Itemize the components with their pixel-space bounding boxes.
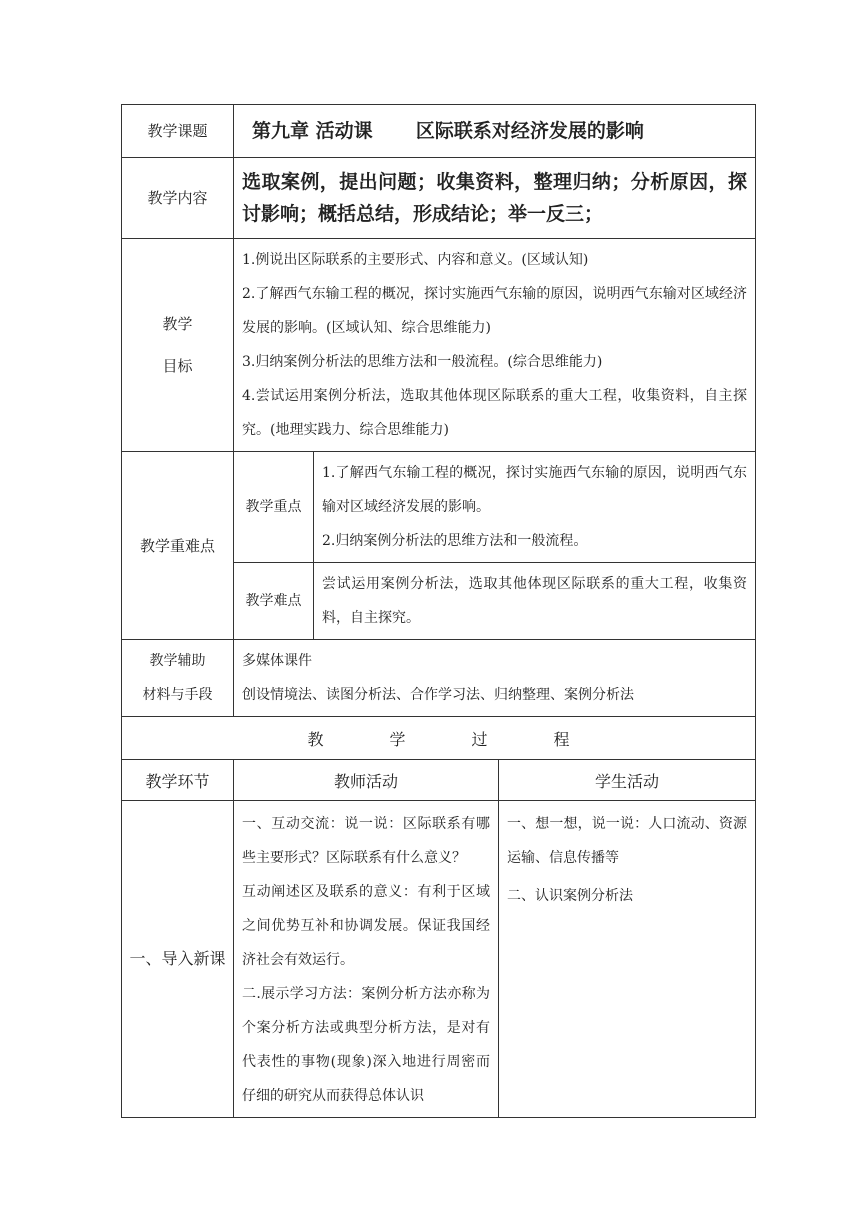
content-label: 教学内容	[122, 158, 234, 239]
focus-label: 教学重点	[234, 452, 314, 563]
lesson-plan-table	[121, 104, 756, 1118]
aids-line: 创设情境法、读图分析法、合作学习法、归纳整理、案例分析法	[242, 687, 634, 703]
focus-list	[314, 452, 756, 563]
process-char: 程	[553, 729, 570, 749]
teacher-header: 教师活动	[234, 760, 499, 801]
teacher-paragraph: 一、互动交流：说一说：区际联系有哪些主要形式？区际联系有什么意义？	[242, 816, 490, 866]
student-paragraph: 二、认识案例分析法	[507, 888, 633, 904]
goals-label-line2: 目标	[162, 357, 193, 375]
process-header-row	[122, 760, 756, 801]
process-char: 学	[389, 729, 406, 749]
process-heading-row	[122, 717, 756, 760]
student-header: 学生活动	[499, 760, 756, 801]
goal-item: 3.归纳案例分析法的思维方法和一般流程。(综合思维能力)	[242, 354, 603, 370]
goals-label-line1: 教学	[162, 315, 193, 333]
course-type: 活动课	[315, 120, 373, 142]
lesson-title	[234, 105, 756, 158]
teacher-paragraph: 二.展示学习方法：案例分析方法亦称为个案分析方法或典型分析方法，是对有代表性的事物(现象)深入地进行周密而仔细的研究从而获得总体认识	[242, 986, 490, 1104]
topic-label: 教学课题	[122, 105, 234, 158]
aids-label-line2: 材料与手段	[142, 687, 213, 703]
focus-item: 2.归纳案例分析法的思维方法和一般流程。	[322, 533, 588, 549]
intro-stage: 一、导入新课	[122, 801, 234, 1118]
lesson-title-text: 区际联系对经济发展的影响	[415, 120, 644, 142]
difficulty-text: 尝试运用案例分析法，选取其他体现区际联系的重大工程，收集资料，自主探究。	[314, 563, 756, 640]
focus-row	[122, 452, 756, 563]
goal-item: 4.尝试运用案例分析法，选取其他体现区际联系的重大工程，收集资料，自主探究。(地理实践力、综合思维能力)	[242, 388, 747, 438]
goals-label	[122, 239, 234, 452]
content-text: 选取案例，提出问题；收集资料，整理归纳；分析原因，探讨影响；概括总结，形成结论；举一反三；	[234, 158, 756, 239]
difficulty-label: 教学难点	[234, 563, 314, 640]
teacher-activity	[234, 801, 499, 1118]
aids-content	[234, 640, 756, 717]
aids-label-line1: 教学辅助	[149, 653, 206, 669]
process-char: 过	[471, 729, 488, 749]
key-points-label: 教学重难点	[122, 452, 234, 640]
stage-header: 教学环节	[122, 760, 234, 801]
intro-row	[122, 801, 756, 1118]
goals-list	[234, 239, 756, 452]
student-paragraph: 一、想一想，说一说：人口流动、资源运输、信息传播等	[507, 816, 747, 866]
goals-row	[122, 239, 756, 452]
teacher-paragraph: 互动阐述区及联系的意义：有利于区域之间优势互补和协调发展。保证我国经济社会有效运行。	[242, 884, 490, 968]
student-activity	[499, 801, 756, 1118]
goal-item: 1.例说出区际联系的主要形式、内容和意义。(区域认知)	[242, 252, 589, 268]
aids-row	[122, 640, 756, 717]
chapter-number: 第九章	[252, 120, 310, 142]
process-char: 教	[307, 729, 324, 749]
goal-item: 2.了解西气东输工程的概况，探讨实施西气东输的原因，说明西气东输对区域经济发展的影响。(区域认知、综合思维能力)	[242, 286, 747, 336]
aids-line: 多媒体课件	[242, 653, 312, 669]
focus-item: 1.了解西气东输工程的概况，探讨实施西气东输的原因，说明西气东输对区域经济发展的影响。	[322, 465, 747, 515]
topic-row	[122, 105, 756, 158]
aids-label	[122, 640, 234, 717]
content-row	[122, 158, 756, 239]
process-heading	[122, 717, 756, 760]
